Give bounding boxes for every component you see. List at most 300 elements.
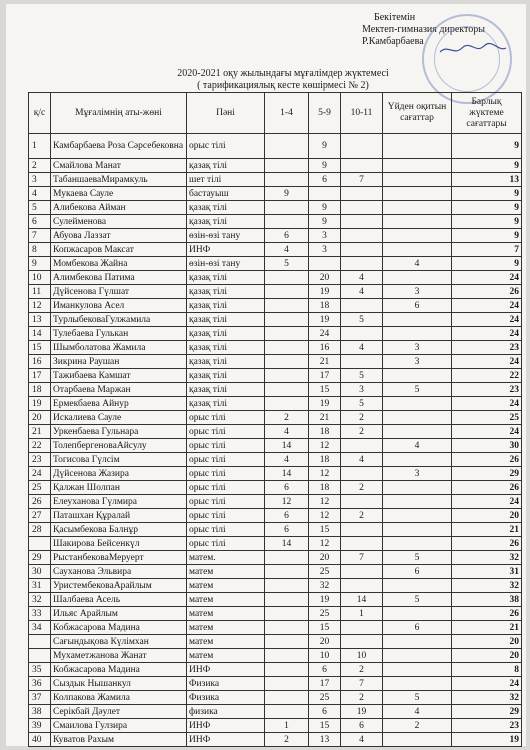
cell-name: Отарбаева Маржан: [51, 383, 187, 397]
cell-num: 8: [29, 243, 51, 257]
cell-grades-1-4: [265, 341, 309, 355]
cell-grades-10-11: 4: [341, 285, 383, 299]
cell-grades-5-9: 16: [309, 341, 341, 355]
cell-name: Искалиева Сауле: [51, 411, 187, 425]
cell-name: Колпакова Жамила: [51, 691, 187, 705]
approval-line-3: Р.Камбарбаева: [362, 36, 424, 47]
cell-grades-5-9: 20: [309, 271, 341, 285]
cell-num: 39: [29, 719, 51, 733]
cell-grades-5-9: 9: [309, 215, 341, 229]
header-home-hours: Үйден оқитын сағаттар: [383, 93, 452, 134]
cell-num: 1: [29, 134, 51, 159]
cell-subject: матем: [187, 593, 265, 607]
cell-subject: қазақ тілі: [187, 327, 265, 341]
cell-grades-5-9: 19: [309, 593, 341, 607]
cell-home-hours: 3: [383, 355, 452, 369]
cell-grades-1-4: 4: [265, 453, 309, 467]
cell-grades-1-4: 4: [265, 425, 309, 439]
cell-grades-10-11: 2: [341, 411, 383, 425]
cell-name: Смаилова Гулзира: [51, 719, 187, 733]
cell-subject: орыс тілі: [187, 523, 265, 537]
cell-grades-5-9: 15: [309, 719, 341, 733]
cell-num: 36: [29, 677, 51, 691]
cell-name: Сауханова Эльвира: [51, 565, 187, 579]
cell-grades-10-11: 2: [341, 663, 383, 677]
cell-grades-5-9: 21: [309, 355, 341, 369]
table-row: [29, 453, 522, 467]
cell-total-hours: 26: [452, 607, 522, 621]
cell-name: Кобжасарова Мадина: [51, 663, 187, 677]
cell-num: 29: [29, 551, 51, 565]
cell-subject: қазақ тілі: [187, 383, 265, 397]
cell-home-hours: [383, 397, 452, 411]
cell-num: 17: [29, 369, 51, 383]
cell-grades-1-4: [265, 201, 309, 215]
cell-subject: өзін-өзі тану: [187, 229, 265, 243]
cell-total-hours: 29: [452, 705, 522, 719]
cell-subject: матем: [187, 565, 265, 579]
table-row: [29, 733, 522, 747]
cell-num: 37: [29, 691, 51, 705]
cell-grades-10-11: [341, 565, 383, 579]
cell-num: 13: [29, 313, 51, 327]
cell-num: 12: [29, 299, 51, 313]
table-row: [29, 243, 522, 257]
cell-grades-5-9: 20: [309, 635, 341, 649]
cell-total-hours: 20: [452, 635, 522, 649]
cell-grades-1-4: 2: [265, 733, 309, 747]
cell-grades-5-9: 9: [309, 201, 341, 215]
cell-total-hours: 24: [452, 355, 522, 369]
header-num: қ/с: [29, 93, 51, 134]
cell-total-hours: 9: [452, 187, 522, 201]
cell-subject: ИНФ: [187, 733, 265, 747]
cell-grades-5-9: 18: [309, 299, 341, 313]
table-row: [29, 285, 522, 299]
cell-grades-5-9: 10: [309, 649, 341, 663]
cell-grades-5-9: 9: [309, 134, 341, 159]
document-subtitle: ( тарификациялық кесте көшірмесі № 2): [197, 80, 369, 91]
cell-grades-5-9: 12: [309, 509, 341, 523]
cell-name: Қалжан Шолпан: [51, 481, 187, 495]
cell-home-hours: [383, 453, 452, 467]
cell-name: Тажибаева Камшат: [51, 369, 187, 383]
cell-grades-5-9: 19: [309, 397, 341, 411]
cell-subject: ИНФ: [187, 663, 265, 677]
cell-grades-1-4: [265, 215, 309, 229]
cell-grades-10-11: 7: [341, 551, 383, 565]
cell-name: Алибекова Айман: [51, 201, 187, 215]
cell-num: 31: [29, 579, 51, 593]
cell-grades-10-11: [341, 495, 383, 509]
cell-subject: матем: [187, 635, 265, 649]
cell-total-hours: 24: [452, 397, 522, 411]
table-row: [29, 579, 522, 593]
cell-name: Қасымбекова Балнұр: [51, 523, 187, 537]
cell-subject: матем: [187, 649, 265, 663]
cell-grades-1-4: [265, 355, 309, 369]
cell-grades-1-4: 14: [265, 439, 309, 453]
cell-num: 4: [29, 187, 51, 201]
cell-grades-1-4: [265, 313, 309, 327]
cell-total-hours: 32: [452, 579, 522, 593]
cell-grades-5-9: 25: [309, 607, 341, 621]
cell-grades-1-4: [265, 299, 309, 313]
cell-grades-10-11: 2: [341, 425, 383, 439]
cell-num: 5: [29, 201, 51, 215]
cell-home-hours: 6: [383, 621, 452, 635]
cell-num: 38: [29, 705, 51, 719]
cell-num: 6: [29, 215, 51, 229]
table-header-row: [29, 93, 522, 134]
cell-total-hours: 30: [452, 439, 522, 453]
table-row: [29, 201, 522, 215]
cell-home-hours: [383, 369, 452, 383]
cell-subject: қазақ тілі: [187, 355, 265, 369]
cell-grades-5-9: 21: [309, 411, 341, 425]
cell-total-hours: 24: [452, 425, 522, 439]
cell-subject: қазақ тілі: [187, 397, 265, 411]
table-row: [29, 439, 522, 453]
cell-name: Мухаметжанова Жанат: [51, 649, 187, 663]
approval-line-2: Мектеп-гимназия директоры: [362, 24, 485, 35]
cell-home-hours: [383, 327, 452, 341]
cell-name: Тогисова Гүлсім: [51, 453, 187, 467]
cell-grades-5-9: [309, 187, 341, 201]
cell-grades-1-4: 14: [265, 537, 309, 551]
header-grades-1-4: 1-4: [265, 93, 309, 134]
table-row: [29, 537, 522, 551]
cell-subject: қазақ тілі: [187, 299, 265, 313]
cell-num: 14: [29, 327, 51, 341]
table-row: [29, 523, 522, 537]
cell-num: 2: [29, 159, 51, 173]
cell-grades-1-4: [265, 565, 309, 579]
cell-name: Шакирова Бейсенкүл: [51, 537, 187, 551]
cell-name: Камбарбаева Роза Сәрсебековна: [51, 134, 187, 159]
cell-num: [29, 537, 51, 551]
cell-total-hours: 25: [452, 411, 522, 425]
cell-grades-5-9: 6: [309, 173, 341, 187]
table-row: [29, 271, 522, 285]
cell-subject: орыс тілі: [187, 537, 265, 551]
cell-total-hours: 23: [452, 719, 522, 733]
cell-grades-10-11: [341, 215, 383, 229]
cell-home-hours: 3: [383, 341, 452, 355]
cell-grades-5-9: 25: [309, 565, 341, 579]
cell-grades-10-11: [341, 327, 383, 341]
cell-grades-1-4: [265, 327, 309, 341]
header-grades-5-9: 5-9: [309, 93, 341, 134]
cell-subject: орыс тілі: [187, 467, 265, 481]
cell-subject: орыс тілі: [187, 481, 265, 495]
table-row: [29, 327, 522, 341]
table-row: [29, 313, 522, 327]
cell-name: Алимбекова Патима: [51, 271, 187, 285]
cell-grades-10-11: [341, 134, 383, 159]
cell-grades-10-11: 3: [341, 383, 383, 397]
table-row: [29, 411, 522, 425]
cell-grades-1-4: 9: [265, 187, 309, 201]
cell-total-hours: 29: [452, 467, 522, 481]
cell-total-hours: 21: [452, 621, 522, 635]
cell-total-hours: 24: [452, 313, 522, 327]
table-row: [29, 187, 522, 201]
cell-grades-1-4: [265, 173, 309, 187]
cell-total-hours: 26: [452, 481, 522, 495]
cell-grades-5-9: 12: [309, 495, 341, 509]
table-row: [29, 635, 522, 649]
cell-grades-5-9: 24: [309, 327, 341, 341]
cell-home-hours: 6: [383, 299, 452, 313]
cell-subject: қазақ тілі: [187, 159, 265, 173]
cell-name: Момбекова Жайна: [51, 257, 187, 271]
cell-name: Уркенбаева Гульнара: [51, 425, 187, 439]
cell-grades-1-4: [265, 649, 309, 663]
cell-total-hours: 9: [452, 215, 522, 229]
cell-total-hours: 24: [452, 299, 522, 313]
cell-total-hours: 26: [452, 537, 522, 551]
cell-name: Дүйсенова Жазира: [51, 467, 187, 481]
cell-name: Шалбаева Асель: [51, 593, 187, 607]
cell-home-hours: [383, 134, 452, 159]
cell-home-hours: 4: [383, 257, 452, 271]
cell-num: 28: [29, 523, 51, 537]
cell-grades-5-9: 13: [309, 733, 341, 747]
cell-grades-10-11: [341, 621, 383, 635]
cell-grades-10-11: [341, 355, 383, 369]
header-total-hours: Барлық жүктеме сағаттары: [452, 93, 522, 134]
cell-home-hours: [383, 677, 452, 691]
cell-grades-10-11: [341, 523, 383, 537]
cell-home-hours: 3: [383, 285, 452, 299]
cell-num: 11: [29, 285, 51, 299]
cell-subject: орыс тілі: [187, 134, 265, 159]
table-body: [29, 134, 522, 747]
cell-grades-1-4: [265, 621, 309, 635]
document-title: 2020-2021 оқу жылындағы мұғалімдер жүктемесі: [177, 68, 389, 79]
cell-grades-1-4: [265, 397, 309, 411]
cell-grades-10-11: [341, 537, 383, 551]
cell-home-hours: [383, 187, 452, 201]
cell-grades-1-4: [265, 551, 309, 565]
cell-subject: орыс тілі: [187, 453, 265, 467]
cell-total-hours: 38: [452, 593, 522, 607]
cell-home-hours: [383, 537, 452, 551]
cell-grades-1-4: [265, 691, 309, 705]
cell-num: 10: [29, 271, 51, 285]
table-row: [29, 341, 522, 355]
cell-num: 26: [29, 495, 51, 509]
cell-grades-5-9: 15: [309, 523, 341, 537]
cell-home-hours: 4: [383, 439, 452, 453]
cell-grades-1-4: 4: [265, 243, 309, 257]
cell-home-hours: 5: [383, 691, 452, 705]
cell-num: 18: [29, 383, 51, 397]
cell-name: Куватов Рахым: [51, 733, 187, 747]
cell-home-hours: [383, 313, 452, 327]
cell-grades-5-9: 17: [309, 677, 341, 691]
cell-subject: ИНФ: [187, 719, 265, 733]
cell-grades-10-11: [341, 467, 383, 481]
cell-num: 22: [29, 439, 51, 453]
cell-grades-10-11: 5: [341, 397, 383, 411]
cell-home-hours: [383, 733, 452, 747]
cell-home-hours: [383, 159, 452, 173]
cell-name: Иманкулова Асел: [51, 299, 187, 313]
cell-subject: ИНФ: [187, 243, 265, 257]
cell-total-hours: 20: [452, 649, 522, 663]
cell-subject: бастауыш: [187, 187, 265, 201]
cell-home-hours: 2: [383, 719, 452, 733]
cell-name: Кобжасарова Мадина: [51, 621, 187, 635]
cell-total-hours: 9: [452, 134, 522, 159]
cell-home-hours: 4: [383, 705, 452, 719]
cell-subject: орыс тілі: [187, 439, 265, 453]
cell-name: Ермекбаева Айнур: [51, 397, 187, 411]
cell-total-hours: 24: [452, 677, 522, 691]
cell-grades-1-4: [265, 593, 309, 607]
cell-name: УристембековаАрайлым: [51, 579, 187, 593]
cell-name: Мукаева Сауле: [51, 187, 187, 201]
cell-name: Сыздык Нышанкул: [51, 677, 187, 691]
table-row: [29, 134, 522, 159]
table-row: [29, 565, 522, 579]
table-row: [29, 621, 522, 635]
cell-grades-1-4: 1: [265, 719, 309, 733]
cell-grades-10-11: [341, 229, 383, 243]
cell-num: 30: [29, 565, 51, 579]
cell-total-hours: 26: [452, 453, 522, 467]
cell-subject: орыс тілі: [187, 495, 265, 509]
table-row: [29, 481, 522, 495]
cell-name: ТабаншаеваМирамкуль: [51, 173, 187, 187]
cell-grades-10-11: 4: [341, 271, 383, 285]
cell-home-hours: [383, 495, 452, 509]
cell-grades-10-11: [341, 299, 383, 313]
cell-grades-10-11: [341, 159, 383, 173]
cell-num: 7: [29, 229, 51, 243]
cell-subject: қазақ тілі: [187, 369, 265, 383]
table-row: [29, 369, 522, 383]
cell-num: 27: [29, 509, 51, 523]
table-row: [29, 705, 522, 719]
header-grades-10-11: 10-11: [341, 93, 383, 134]
cell-grades-5-9: 15: [309, 383, 341, 397]
cell-grades-5-9: 32: [309, 579, 341, 593]
cell-total-hours: 21: [452, 523, 522, 537]
cell-subject: орыс тілі: [187, 425, 265, 439]
cell-num: 20: [29, 411, 51, 425]
cell-num: 32: [29, 593, 51, 607]
cell-num: 19: [29, 397, 51, 411]
cell-name: Шымболатова Жамила: [51, 341, 187, 355]
cell-name: Зикрина Раушан: [51, 355, 187, 369]
cell-home-hours: [383, 271, 452, 285]
cell-subject: өзін-өзі тану: [187, 257, 265, 271]
cell-total-hours: 8: [452, 663, 522, 677]
cell-home-hours: [383, 509, 452, 523]
cell-name: Копжасаров Максат: [51, 243, 187, 257]
cell-grades-1-4: 6: [265, 481, 309, 495]
cell-grades-10-11: 2: [341, 509, 383, 523]
cell-grades-10-11: 10: [341, 649, 383, 663]
cell-subject: қазақ тілі: [187, 285, 265, 299]
cell-grades-10-11: [341, 439, 383, 453]
cell-num: 9: [29, 257, 51, 271]
cell-total-hours: 32: [452, 551, 522, 565]
cell-subject: матем: [187, 621, 265, 635]
cell-grades-1-4: 14: [265, 467, 309, 481]
cell-num: 15: [29, 341, 51, 355]
cell-grades-5-9: 18: [309, 425, 341, 439]
table-row: [29, 719, 522, 733]
cell-subject: шет тілі: [187, 173, 265, 187]
table-row: [29, 607, 522, 621]
cell-total-hours: 20: [452, 509, 522, 523]
table-row: [29, 495, 522, 509]
cell-num: 3: [29, 173, 51, 187]
cell-grades-1-4: [265, 285, 309, 299]
cell-home-hours: [383, 411, 452, 425]
cell-grades-10-11: 1: [341, 607, 383, 621]
cell-home-hours: 5: [383, 593, 452, 607]
cell-grades-1-4: [265, 134, 309, 159]
cell-subject: матем: [187, 607, 265, 621]
cell-name: Паташхан Құралай: [51, 509, 187, 523]
cell-grades-5-9: 6: [309, 705, 341, 719]
cell-grades-1-4: 6: [265, 523, 309, 537]
cell-name: Серікбай Дәулет: [51, 705, 187, 719]
table-row: [29, 649, 522, 663]
cell-name: Сулейменова: [51, 215, 187, 229]
cell-total-hours: 31: [452, 565, 522, 579]
signature-mark: [438, 42, 508, 56]
cell-grades-10-11: [341, 635, 383, 649]
cell-num: 34: [29, 621, 51, 635]
cell-subject: қазақ тілі: [187, 215, 265, 229]
cell-home-hours: 6: [383, 565, 452, 579]
cell-home-hours: 5: [383, 383, 452, 397]
cell-grades-5-9: 19: [309, 313, 341, 327]
cell-grades-10-11: [341, 579, 383, 593]
cell-grades-5-9: 9: [309, 159, 341, 173]
cell-grades-10-11: 5: [341, 369, 383, 383]
cell-grades-10-11: [341, 257, 383, 271]
cell-home-hours: [383, 607, 452, 621]
cell-total-hours: 9: [452, 201, 522, 215]
cell-name: Сағындықова Күлімхан: [51, 635, 187, 649]
cell-grades-5-9: 18: [309, 481, 341, 495]
cell-total-hours: 24: [452, 495, 522, 509]
header-name: Мұғалімнің аты-жөні: [51, 93, 187, 134]
cell-subject: физика: [187, 705, 265, 719]
table-row: [29, 383, 522, 397]
cell-home-hours: [383, 201, 452, 215]
cell-home-hours: 3: [383, 467, 452, 481]
cell-home-hours: [383, 635, 452, 649]
cell-total-hours: 23: [452, 341, 522, 355]
cell-home-hours: [383, 215, 452, 229]
cell-grades-10-11: [341, 187, 383, 201]
cell-grades-5-9: 18: [309, 453, 341, 467]
cell-grades-10-11: [341, 201, 383, 215]
cell-num: 35: [29, 663, 51, 677]
cell-grades-10-11: [341, 243, 383, 257]
table-row: [29, 509, 522, 523]
table-row: [29, 159, 522, 173]
cell-grades-5-9: 19: [309, 285, 341, 299]
